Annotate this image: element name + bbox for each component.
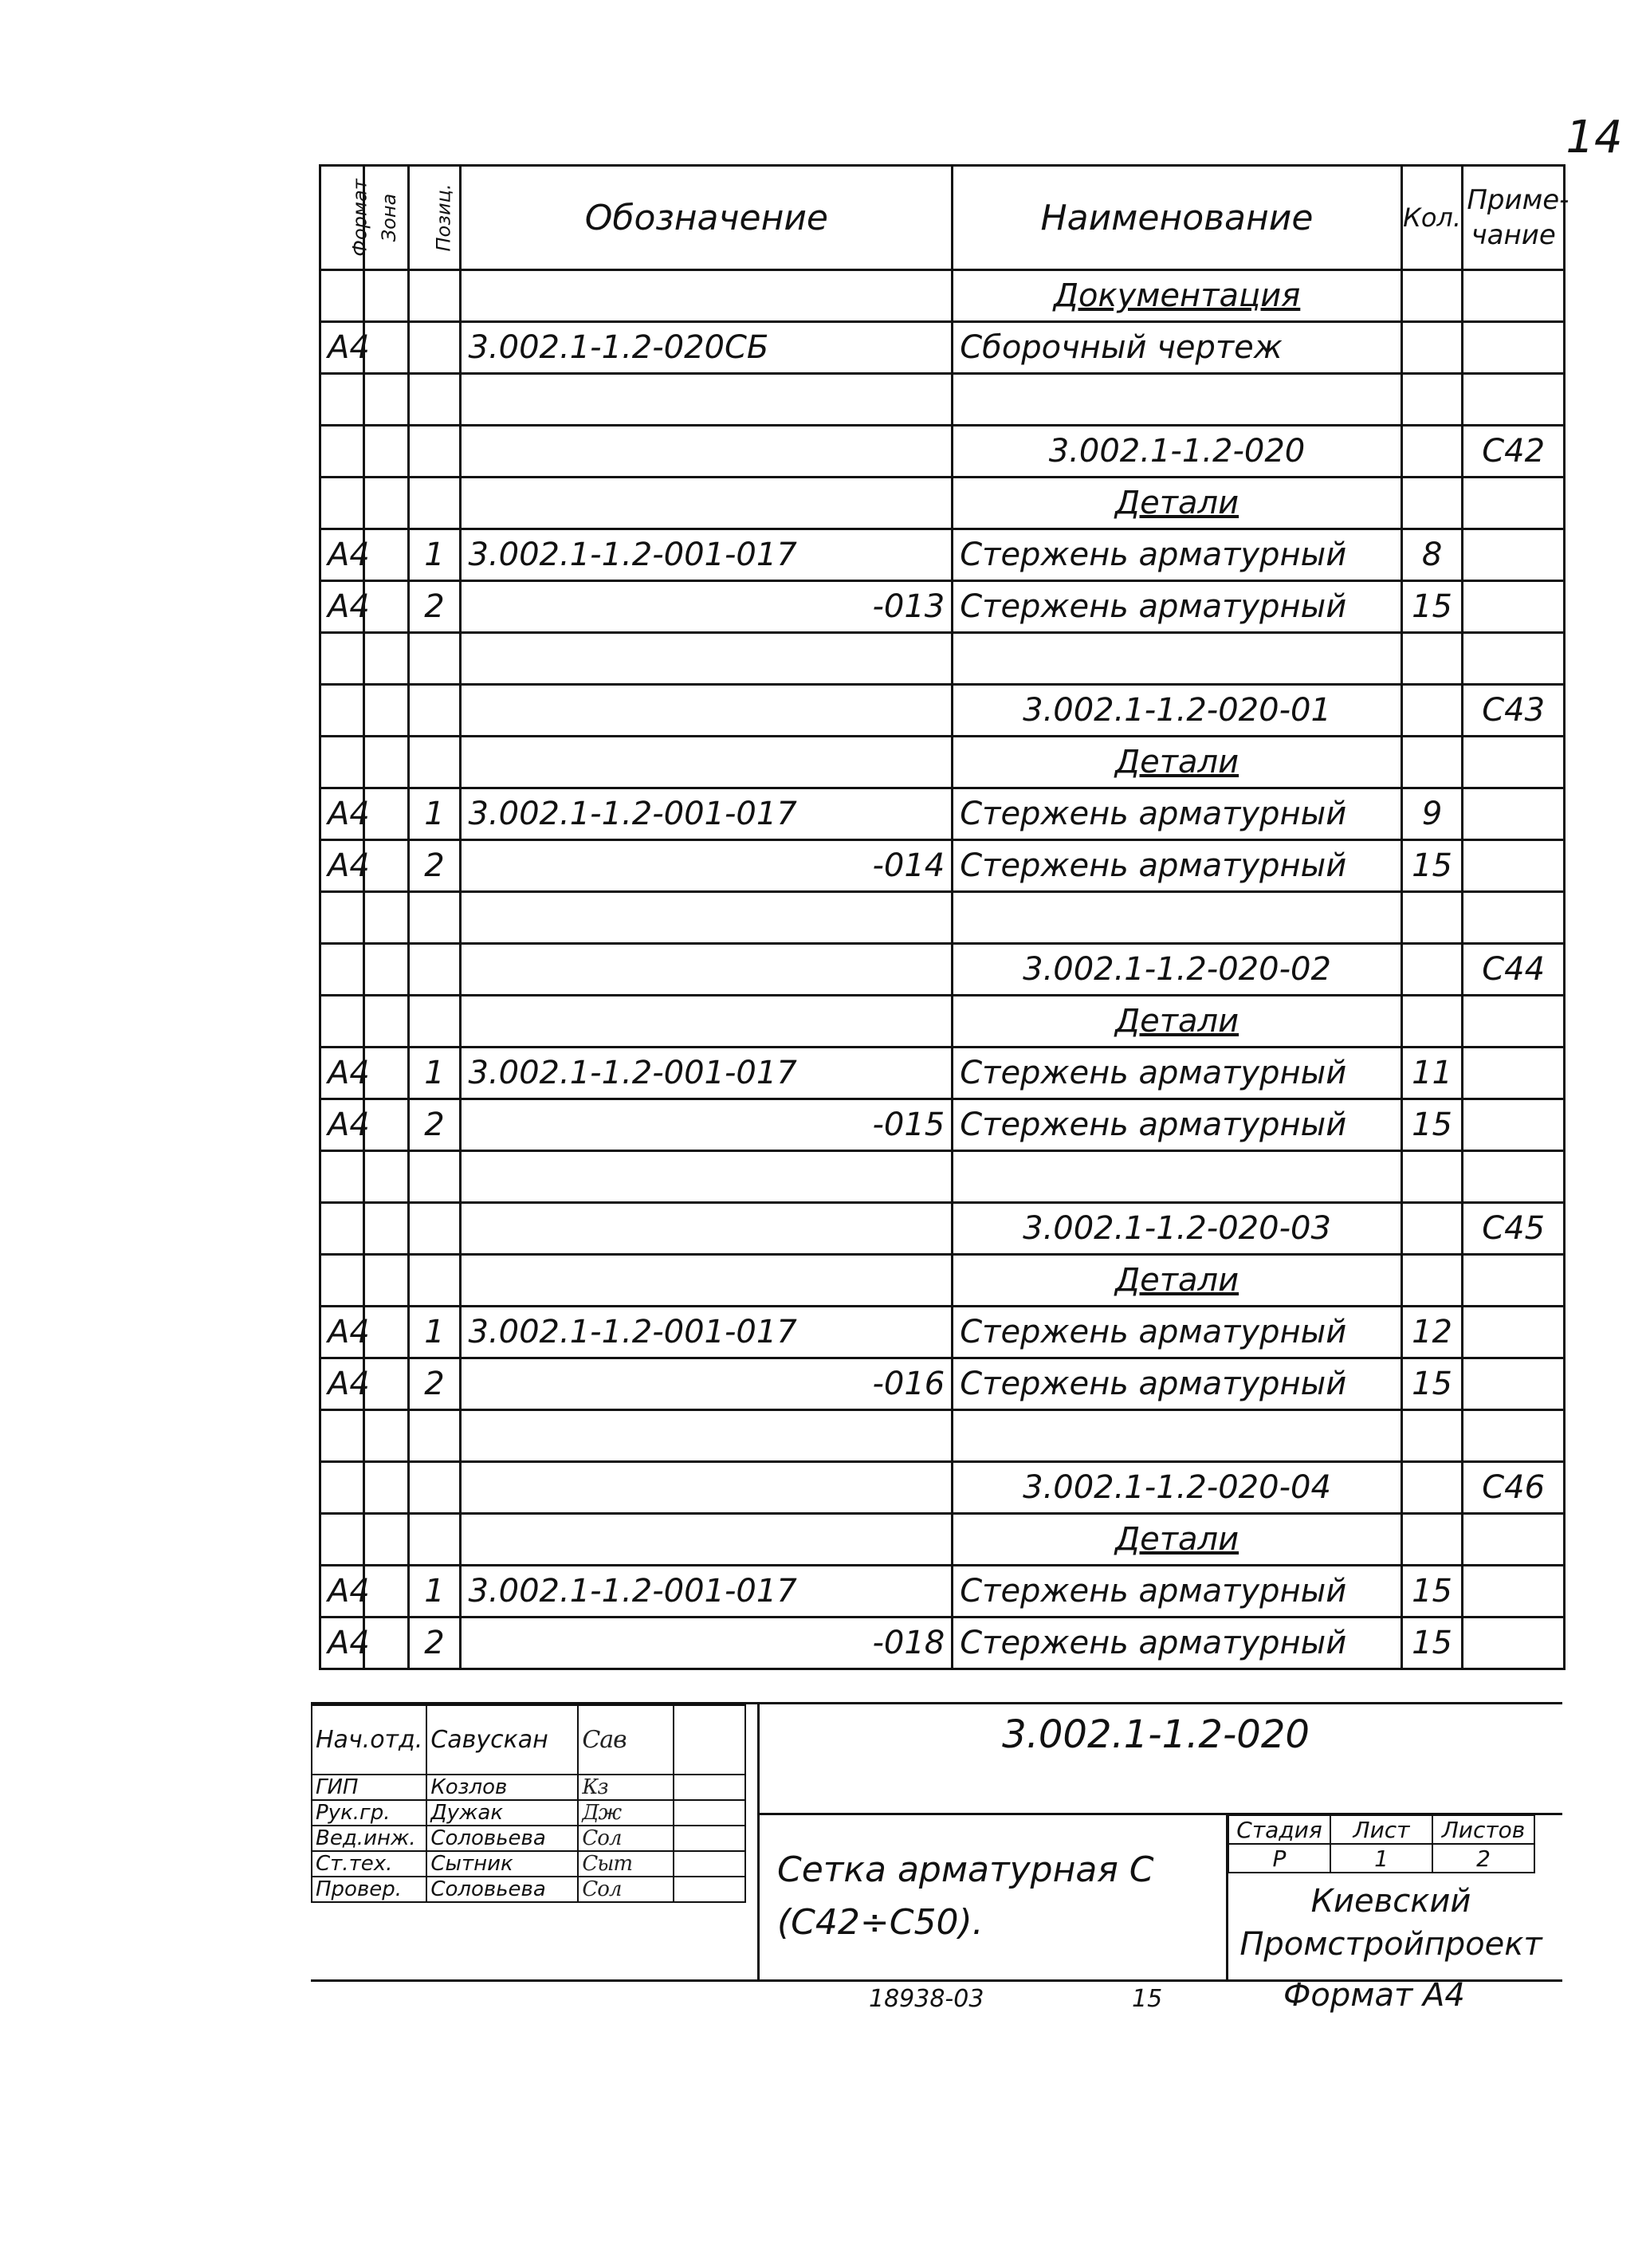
cell-format [320, 1514, 364, 1566]
table-header-row [320, 166, 1565, 270]
cell-note [1463, 1307, 1565, 1358]
cell-designation [461, 270, 953, 322]
header-designation: Обозначение [461, 166, 953, 270]
cell-format: А4 [320, 1617, 364, 1669]
cell-qty [1401, 996, 1463, 1048]
cell-designation [461, 478, 953, 529]
organization [1228, 1880, 1554, 1966]
cell-note [1463, 529, 1565, 581]
cell-format [320, 270, 364, 322]
table-row [320, 1410, 1565, 1462]
cell-zone [364, 1203, 408, 1255]
cell-format: А4 [320, 1307, 364, 1358]
organization-line2: Промстройпроект [1239, 1926, 1542, 1963]
sheet-label: Лист [1330, 1815, 1432, 1844]
cell-zone [364, 581, 408, 633]
sheet-number: 14 [1566, 112, 1623, 163]
cell-position [408, 270, 461, 322]
cell-position [408, 685, 461, 737]
cell-name: Стержень арматурный [953, 1307, 1402, 1358]
cell-format: А4 [320, 1099, 364, 1151]
cell-format: А4 [320, 1566, 364, 1617]
staff-row [312, 1877, 745, 1902]
header-zone: Зона [364, 166, 408, 270]
cell-position [408, 1410, 461, 1462]
staff-row [312, 1851, 745, 1877]
cell-zone [364, 1410, 408, 1462]
organization-line1: Киевский [1310, 1883, 1471, 1920]
section-title: Документация [953, 270, 1402, 322]
cell-designation: 3.002.1-1.2-001-017 [461, 529, 953, 581]
cell-position [408, 1203, 461, 1255]
cell-format: А4 [320, 1358, 364, 1410]
section-title: Детали [953, 1255, 1402, 1307]
cell-designation [461, 426, 953, 478]
staff-name: Дужак [426, 1800, 578, 1826]
cell-note [1463, 633, 1565, 685]
table-row [320, 1566, 1565, 1617]
staff-signature: Сол [578, 1826, 674, 1851]
table-row [320, 374, 1565, 426]
cell-position: 1 [408, 1048, 461, 1099]
cell-format [320, 426, 364, 478]
staff-date [674, 1826, 745, 1851]
cell-position [408, 1514, 461, 1566]
cell-position [408, 737, 461, 788]
cell-position [408, 1151, 461, 1203]
cell-designation [461, 1203, 953, 1255]
cell-note [1463, 270, 1565, 322]
cell-name: Стержень арматурный [953, 1099, 1402, 1151]
sheets-value: 2 [1432, 1844, 1534, 1873]
cell-position: 1 [408, 529, 461, 581]
stage-value: Р [1228, 1844, 1330, 1873]
cell-zone [364, 1566, 408, 1617]
cell-note [1463, 1255, 1565, 1307]
cell-designation: -014 [461, 840, 953, 892]
staff-role: ГИП [312, 1775, 426, 1800]
cell-position: 2 [408, 581, 461, 633]
staff-signature: Сав [578, 1705, 674, 1775]
variant-designation: 3.002.1-1.2-020-03 [953, 1203, 1402, 1255]
cell-format: А4 [320, 322, 364, 374]
cell-zone [364, 685, 408, 737]
cell-note [1463, 1566, 1565, 1617]
variant-designation: 3.002.1-1.2-020-04 [953, 1462, 1402, 1514]
staff-table [311, 1704, 746, 1903]
cell-zone [364, 996, 408, 1048]
cell-zone [364, 322, 408, 374]
cell-qty: 9 [1401, 788, 1463, 840]
staff-signature: Сол [578, 1877, 674, 1902]
cell-note [1463, 1358, 1565, 1410]
cell-qty [1401, 322, 1463, 374]
cell-designation: -013 [461, 581, 953, 633]
cell-zone [364, 1358, 408, 1410]
table-row [320, 1255, 1565, 1307]
cell-zone [364, 1514, 408, 1566]
section-title: Детали [953, 1514, 1402, 1566]
cell-designation: 3.002.1-1.2-001-017 [461, 1307, 953, 1358]
cell-format [320, 478, 364, 529]
table-row [320, 840, 1565, 892]
cell-format [320, 1255, 364, 1307]
specification-table [319, 164, 1569, 1670]
cell-designation [461, 633, 953, 685]
staff-signature: Сыт [578, 1851, 674, 1877]
cell-name: Стержень арматурный [953, 840, 1402, 892]
cell-qty: 15 [1401, 1358, 1463, 1410]
cell-position: 2 [408, 1617, 461, 1669]
sheets-label: Листов [1432, 1815, 1534, 1844]
cell-qty [1401, 426, 1463, 478]
cell-zone [364, 1048, 408, 1099]
cell-zone [364, 633, 408, 685]
cell-position [408, 944, 461, 996]
cell-designation: 3.002.1-1.2-020СБ [461, 322, 953, 374]
cell-name: Стержень арматурный [953, 1358, 1402, 1410]
header-format: Формат [320, 166, 364, 270]
cell-name [953, 374, 1402, 426]
staff-date [674, 1705, 745, 1775]
cell-zone [364, 426, 408, 478]
table-row [320, 1048, 1565, 1099]
staff-signature: Кз [578, 1775, 674, 1800]
cell-note [1463, 478, 1565, 529]
section-title: Детали [953, 996, 1402, 1048]
cell-format [320, 996, 364, 1048]
cell-designation [461, 737, 953, 788]
table-row [320, 996, 1565, 1048]
title-block [311, 1702, 1562, 1979]
cell-designation: 3.002.1-1.2-001-017 [461, 1048, 953, 1099]
cell-position: 2 [408, 840, 461, 892]
cell-position [408, 996, 461, 1048]
cell-format [320, 1410, 364, 1462]
cell-position [408, 1255, 461, 1307]
cell-designation [461, 892, 953, 944]
cell-qty: 8 [1401, 529, 1463, 581]
cell-name: Стержень арматурный [953, 1566, 1402, 1617]
variant-designation: 3.002.1-1.2-020-01 [953, 685, 1402, 737]
cell-designation [461, 685, 953, 737]
cell-qty [1401, 892, 1463, 944]
cell-note [1463, 1410, 1565, 1462]
section-title: Детали [953, 478, 1402, 529]
cell-format [320, 1203, 364, 1255]
table-row [320, 1151, 1565, 1203]
cell-position [408, 892, 461, 944]
variant-mark: С42 [1463, 426, 1565, 478]
cell-qty: 11 [1401, 1048, 1463, 1099]
cell-format [320, 374, 364, 426]
cell-zone [364, 944, 408, 996]
cell-qty: 15 [1401, 1566, 1463, 1617]
cell-note [1463, 1048, 1565, 1099]
cell-qty [1401, 1151, 1463, 1203]
staff-date [674, 1877, 745, 1902]
inventory-number: 18938-03 [869, 1985, 984, 2013]
table-row [320, 1099, 1565, 1151]
cell-position: 2 [408, 1099, 461, 1151]
table-row [320, 737, 1565, 788]
staff-role: Нач.отд. [312, 1705, 426, 1775]
header-note: Приме-чание [1463, 166, 1565, 270]
cell-designation: -016 [461, 1358, 953, 1410]
staff-row [312, 1775, 745, 1800]
cell-note [1463, 581, 1565, 633]
cell-designation: 3.002.1-1.2-001-017 [461, 788, 953, 840]
cell-zone [364, 529, 408, 581]
cell-name: Стержень арматурный [953, 1617, 1402, 1669]
cell-position [408, 374, 461, 426]
stage-label: Стадия [1228, 1815, 1330, 1844]
table-row [320, 788, 1565, 840]
cell-zone [364, 1099, 408, 1151]
cell-qty [1401, 1410, 1463, 1462]
table-row [320, 1462, 1565, 1514]
cell-name [953, 1151, 1402, 1203]
cell-zone [364, 1307, 408, 1358]
cell-note [1463, 322, 1565, 374]
cell-qty: 15 [1401, 1617, 1463, 1669]
section-title: Детали [953, 737, 1402, 788]
cell-note [1463, 996, 1565, 1048]
cell-qty [1401, 737, 1463, 788]
table-row [320, 581, 1565, 633]
table-row [320, 322, 1565, 374]
cell-note [1463, 1514, 1565, 1566]
cell-note [1463, 1151, 1565, 1203]
cell-position [408, 478, 461, 529]
cell-qty [1401, 685, 1463, 737]
cell-name: Стержень арматурный [953, 1048, 1402, 1099]
staff-row [312, 1826, 745, 1851]
cell-designation [461, 944, 953, 996]
cell-format: А4 [320, 840, 364, 892]
cell-format [320, 1462, 364, 1514]
cell-note [1463, 788, 1565, 840]
cell-zone [364, 1255, 408, 1307]
cell-format: А4 [320, 1048, 364, 1099]
staff-role: Ст.тех. [312, 1851, 426, 1877]
staff-date [674, 1851, 745, 1877]
cell-designation: -018 [461, 1617, 953, 1669]
cell-qty [1401, 1203, 1463, 1255]
cell-name: Сборочный чертеж [953, 322, 1402, 374]
cell-format [320, 685, 364, 737]
staff-role: Рук.гр. [312, 1800, 426, 1826]
cell-qty [1401, 270, 1463, 322]
cell-zone [364, 1617, 408, 1669]
cell-qty: 15 [1401, 840, 1463, 892]
cell-designation [461, 1255, 953, 1307]
variant-designation: 3.002.1-1.2-020-02 [953, 944, 1402, 996]
cell-qty [1401, 1255, 1463, 1307]
staff-name: Соловьева [426, 1826, 578, 1851]
page-number: 15 [1132, 1985, 1163, 2013]
cell-note [1463, 737, 1565, 788]
table-row [320, 633, 1565, 685]
cell-zone [364, 788, 408, 840]
staff-row [312, 1705, 745, 1775]
staff-name: Сытник [426, 1851, 578, 1877]
sheet-value: 1 [1330, 1844, 1432, 1873]
cell-designation [461, 996, 953, 1048]
cell-qty [1401, 374, 1463, 426]
header-qty: Кол. [1401, 166, 1463, 270]
cell-position [408, 633, 461, 685]
cell-zone [364, 892, 408, 944]
cell-zone [364, 270, 408, 322]
cell-name [953, 892, 1402, 944]
cell-zone [364, 737, 408, 788]
cell-zone [364, 374, 408, 426]
cell-qty [1401, 478, 1463, 529]
cell-name: Стержень арматурный [953, 788, 1402, 840]
cell-designation [461, 1462, 953, 1514]
variant-mark: С46 [1463, 1462, 1565, 1514]
variant-designation: 3.002.1-1.2-020 [953, 426, 1402, 478]
cell-format [320, 892, 364, 944]
staff-name: Соловьева [426, 1877, 578, 1902]
cell-qty [1401, 944, 1463, 996]
table-row [320, 944, 1565, 996]
staff-date [674, 1775, 745, 1800]
staff-role: Вед.инж. [312, 1826, 426, 1851]
cell-position: 1 [408, 1307, 461, 1358]
header-position: Позиц. [408, 166, 461, 270]
table-row [320, 529, 1565, 581]
staff-row [312, 1800, 745, 1826]
cell-note [1463, 1099, 1565, 1151]
table-row [320, 426, 1565, 478]
cell-qty [1401, 1462, 1463, 1514]
table-row [320, 270, 1565, 322]
format-label: Формат А4 [1283, 1977, 1465, 2014]
cell-position [408, 1462, 461, 1514]
header-name: Наименование [953, 166, 1402, 270]
cell-note [1463, 1617, 1565, 1669]
cell-qty: 15 [1401, 1099, 1463, 1151]
table-row [320, 1203, 1565, 1255]
cell-format [320, 944, 364, 996]
cell-position [408, 322, 461, 374]
cell-qty: 12 [1401, 1307, 1463, 1358]
staff-signature: Дж [578, 1800, 674, 1826]
table-row [320, 1514, 1565, 1566]
drawing-title-line2: (С42÷С50). [777, 1902, 984, 1943]
cell-designation [461, 1151, 953, 1203]
table-row [320, 1307, 1565, 1358]
cell-zone [364, 1151, 408, 1203]
cell-qty [1401, 1514, 1463, 1566]
cell-format: А4 [320, 529, 364, 581]
cell-position: 1 [408, 788, 461, 840]
cell-qty: 15 [1401, 581, 1463, 633]
cell-name: Стержень арматурный [953, 581, 1402, 633]
table-row [320, 1617, 1565, 1669]
variant-mark: С43 [1463, 685, 1565, 737]
cell-qty [1401, 633, 1463, 685]
cell-zone [364, 478, 408, 529]
stage-grid [1228, 1814, 1535, 1873]
cell-position: 1 [408, 1566, 461, 1617]
table-row [320, 892, 1565, 944]
table-row [320, 685, 1565, 737]
cell-position: 2 [408, 1358, 461, 1410]
cell-designation [461, 1410, 953, 1462]
cell-designation: 3.002.1-1.2-001-017 [461, 1566, 953, 1617]
cell-designation: -015 [461, 1099, 953, 1151]
staff-name: Савускан [426, 1705, 578, 1775]
cell-zone [364, 1462, 408, 1514]
cell-format: А4 [320, 788, 364, 840]
cell-name [953, 633, 1402, 685]
cell-format [320, 633, 364, 685]
document-code: 3.002.1-1.2-020 [1002, 1712, 1310, 1757]
table-row [320, 1358, 1565, 1410]
variant-mark: С45 [1463, 1203, 1565, 1255]
table-row [320, 478, 1565, 529]
staff-name: Козлов [426, 1775, 578, 1800]
cell-note [1463, 840, 1565, 892]
cell-format [320, 737, 364, 788]
cell-position [408, 426, 461, 478]
staff-date [674, 1800, 745, 1826]
cell-name: Стержень арматурный [953, 529, 1402, 581]
cell-name [953, 1410, 1402, 1462]
cell-note [1463, 892, 1565, 944]
drawing-title-line1: Сетка арматурная С [777, 1849, 1154, 1890]
variant-mark: С44 [1463, 944, 1565, 996]
cell-designation [461, 1514, 953, 1566]
cell-zone [364, 840, 408, 892]
cell-format: А4 [320, 581, 364, 633]
cell-note [1463, 374, 1565, 426]
cell-designation [461, 374, 953, 426]
cell-format [320, 1151, 364, 1203]
staff-role: Провер. [312, 1877, 426, 1902]
